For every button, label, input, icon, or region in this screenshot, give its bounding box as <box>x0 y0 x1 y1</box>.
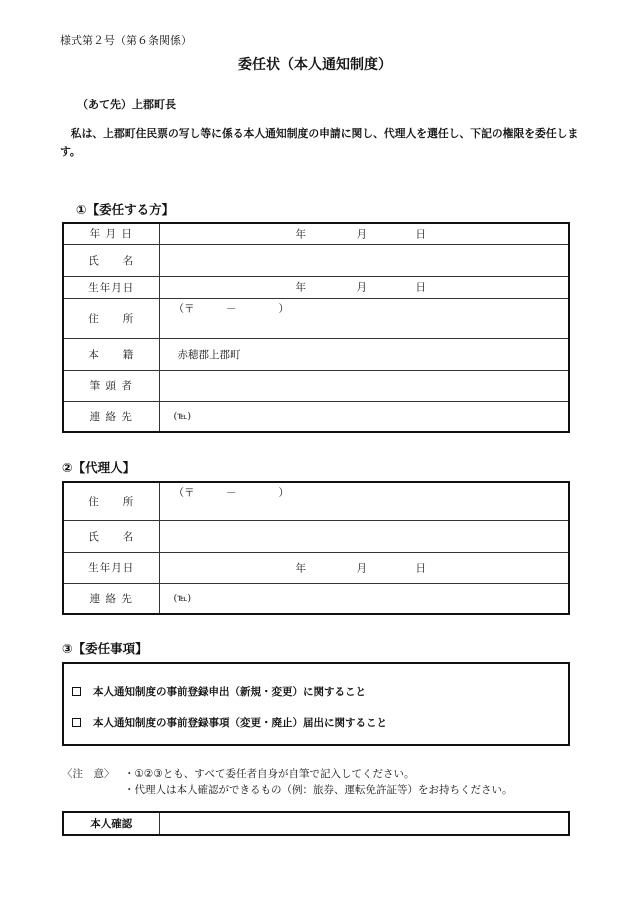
birth-field[interactable] <box>159 276 569 298</box>
honseki-value: 赤穂郡上郡町 <box>177 348 241 361</box>
month-label: 月 <box>356 281 367 294</box>
name-label: 氏 名 <box>63 244 159 276</box>
honseki-field[interactable] <box>159 338 569 370</box>
section2-heading: ②【代理人】 <box>62 460 136 475</box>
id-check-table <box>62 811 570 836</box>
agent-address-field[interactable] <box>159 482 569 520</box>
agent-name-row <box>63 520 569 552</box>
agent-birth-row <box>63 552 569 583</box>
name-label: 氏 名 <box>63 520 159 552</box>
matter-item[interactable] <box>72 684 366 699</box>
hittosha-label: 筆 頭 者 <box>63 370 159 401</box>
delegator-address-row <box>63 298 569 338</box>
agent-contact-field[interactable] <box>159 583 569 614</box>
day-label: 日 <box>415 228 426 241</box>
form-number: 様式第２号（第６条関係） <box>60 34 192 47</box>
birth-label: 生年月日 <box>63 552 159 583</box>
agent-birth-field[interactable] <box>159 552 569 583</box>
month-label: 月 <box>356 228 367 241</box>
month-label: 月 <box>356 562 367 574</box>
delegator-date-row <box>63 223 569 244</box>
contact-label: 連 絡 先 <box>63 401 159 432</box>
delegator-birth-row <box>63 276 569 298</box>
note-line: ・①②③とも、すべて委任者自身が自筆で記入してください。 <box>124 768 415 780</box>
matter-item[interactable] <box>72 715 387 730</box>
id-check-label: 本人確認 <box>63 812 159 835</box>
document-title: 委任状（本人通知制度） <box>238 57 392 73</box>
agent-address-row <box>63 482 569 520</box>
matter-label: 本人通知制度の事前登録申出（新規・変更）に関すること <box>93 686 366 698</box>
date-field[interactable] <box>159 223 569 244</box>
year-label: 年 <box>295 281 306 294</box>
checkbox-icon[interactable] <box>72 718 81 727</box>
contact-label: 連 絡 先 <box>63 583 159 614</box>
addressee: （あて先）上郡町長 <box>77 98 176 111</box>
notes-label: 〈注 意〉 <box>62 768 115 780</box>
hittosha-field[interactable] <box>159 370 569 401</box>
intro-paragraph: 私は、上郡町住民票の写し等に係る本人通知制度の申請に関し、代理人を選任し、下記の権限を委任します。 <box>60 127 579 158</box>
agent-contact-row <box>63 583 569 614</box>
delegated-matters-box <box>62 662 570 746</box>
address-label: 住 所 <box>63 482 159 520</box>
section3-heading: ③【委任事項】 <box>62 641 148 656</box>
date-label: 年 月 日 <box>63 223 159 244</box>
delegator-contact-row <box>63 401 569 432</box>
note-line: ・代理人は本人確認ができるもの（例：旅券、運転免許証等）をお持ちください。 <box>124 784 513 796</box>
postal-code-placeholder: （〒 － ） <box>173 487 289 499</box>
contact-field[interactable] <box>159 401 569 432</box>
year-label: 年 <box>295 228 306 241</box>
birth-label: 生年月日 <box>63 276 159 298</box>
checkbox-icon[interactable] <box>72 687 81 696</box>
address-label: 住 所 <box>63 298 159 338</box>
agent-name-field[interactable] <box>159 520 569 552</box>
tel-placeholder: (℡) <box>173 411 192 423</box>
day-label: 日 <box>415 281 426 294</box>
delegator-hittosha-row <box>63 370 569 401</box>
agent-table <box>62 481 570 615</box>
section1-heading: ①【委任する方】 <box>76 202 175 217</box>
matter-label: 本人通知制度の事前登録事項（変更・廃止）届出に関すること <box>93 717 387 729</box>
name-field[interactable] <box>159 244 569 276</box>
delegator-table <box>62 222 570 433</box>
delegator-name-row <box>63 244 569 276</box>
tel-placeholder: (℡) <box>173 593 192 605</box>
delegator-honseki-row <box>63 338 569 370</box>
postal-code-placeholder: （〒 － ） <box>173 302 289 315</box>
address-field[interactable] <box>159 298 569 338</box>
day-label: 日 <box>415 562 426 574</box>
year-label: 年 <box>295 562 306 574</box>
id-check-field[interactable] <box>159 812 569 835</box>
honseki-label: 本 籍 <box>63 338 159 370</box>
